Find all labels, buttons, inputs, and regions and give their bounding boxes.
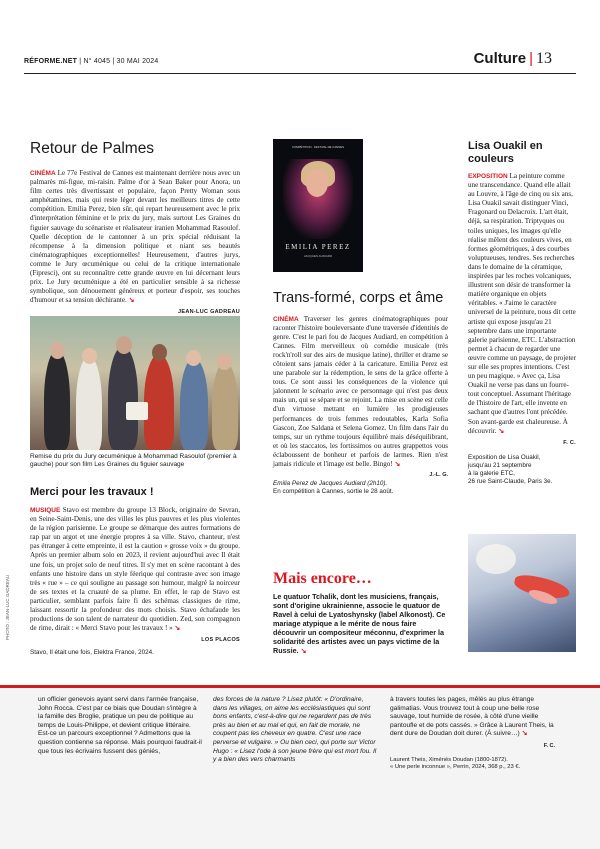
article-text: Le 77e Festival de Cannes est maintenant derrière nous avec un palmarès mi-figue, mi-raisin. Palme d'or à Sean Baker pour Anora, un film certes très divertissant et populaire, façon Pretty Woman sous amphétamines, mais qui reste léger devant les meilleurs titres de cette compétition. Emilia Perez, bien sûr, qui repart heureusement avec le prix d'interprétation féminine et le prix du jury, mais surtout Les Graines du figuier sauvage du scénariste et réalisateur iranien Mohammad Rasoulof. Quelle déception de le cantonner à un prix spécial réduisant la récompense à la dimension politique et niant ses beautés cinématographiques exceptionnelles! Heureusement, d'autres jurys, comme le Jury œcuménique ou celui de la critique internationale (Fipresci), ont su reconnaître cette grande œuvre en lui décernant leurs prix. Le Jury œcuménique a été en particulier sensible à sa richesse symbolique, son dénouement généreux et porteur d'espoir, ses touches d'humour et sa tension déchirante. [30, 169, 240, 305]
issue-rest: | N° 4045 | 30 MAI 2024 [77, 58, 159, 65]
issue-site: RÉFORME.NET [24, 58, 78, 65]
bottom-column-2-text: des forces de la nature ? Lisez plutôt: « D'ordinaire, dans les villages, on aime les ecclésiastiques qui sont bons enfants, c'est-à-dire qui ne regardent pas de très près au bien et au mal et qui, en fait de morale, ne coupent pas les cheveux en quatre. C'est une race perverse et vulgaire. » Ou bien ceci, qui porte sur Victor Hugo : « Lisez l'ode à son jeune frère qui est mort fou. Il y a bien des vers charmants [213, 696, 377, 764]
page-header [24, 52, 576, 74]
article-body [30, 169, 240, 305]
mais-encore-title: Mais encore… [273, 570, 372, 587]
expo-line: Exposition de Lisa Ouakil, [468, 453, 541, 461]
section-divider: | [529, 50, 533, 67]
film-release: En compétition à Cannes, sortie le 28 août. [273, 488, 394, 496]
article-kicker: CINÉMA [30, 170, 56, 177]
article-signature: J.-L. G. [429, 472, 448, 479]
end-mark-icon: ↘ [174, 625, 181, 633]
article-signature: JEAN-LUC GADREAU [178, 309, 240, 316]
end-mark-icon: ↘ [300, 648, 307, 655]
photo-credit: PHOTO : JEAN-LUC GADREAU [5, 574, 10, 640]
mais-encore-text [273, 592, 448, 656]
award-ceremony-photo [30, 316, 240, 450]
article-text: Traverser les genres cinématographiques pour raconter l'histoire bouleversante d'une traversée d'identités de genre. C'est le pari fou de Jacques Audiard, en compétition à Cannes. Film merveilleux où comédie musicale (très rock'n'roll sur des airs de musique latine), thriller et drame se côtoient sans jamais céder à la caricature. Emilia Perez est une parabole sur la rédemption, le sens de la grâce offerte à tous. Ce sont aussi les conséquences de la violence qui jalonnent le scénario avec ce personnage qui n'est pas deux mais un, qui se sépare et se rejoint. La mise en scène est celle d'un virtuose mettant en lumière les prodigieuses performances de trois femmes redoutables, Karla Sofia Gascon, Zoe Saldana et Selena Gomez. Un film dans l'air du temps, sur un rythme toujours équilibré mais déséquilibrant, et où les staccatos, les fortissimos ou autres grappettos vous éclaboussent de bonheur et parfois de larmes. Rien n'est jamais ridicule et l'image est belle. Bingo! [273, 314, 448, 468]
expo-line: à la galerie ETC, [468, 470, 515, 478]
album-reference: Stavo, Il était une fois, Elektra France, 2024. [30, 649, 154, 657]
article-text: La peinture comme une transcendance. Quand elle allait au Louvre, à l'âge de cinq ou six ans, Lisa Ouakil savait distinguer Vinci, Fragonard ou Delacroix. L'art était, déjà, sa respiration. Triptyques ou toiles uniques, les images qu'elle réalise mêlent des couleurs vives, en formes géométriques, à des courbes voluptueuses, tendres. Ses recherches dans le domaine de la céramique, inspirées par les roches volcaniques, illustrent son désir de transformer la matière organique en objets véritables. « J'aime le caractère universel de la peinture, nous dit cette artiste qui expose jusqu'au 21 septembre dans une importante galerie parisienne, ETC. L'abstraction permet à chacun de regarder une œuvre comme un paysage, de projeter sur elle ses propres intentions. C'est un peu magique. » Avec ça, Lisa Ouakil ne verse pas dans un fourre-tout conceptuel. Assumant l'héritage de l'histoire de l'art, elle invente en sachant que d'autres l'ont précédée. Son avant-garde est chaleureuse. À découvrir. [468, 172, 576, 435]
end-mark-icon: ↘ [521, 730, 528, 738]
bottom-signature: F. C. [543, 742, 555, 749]
doudan-continued-band [0, 685, 600, 849]
section-heading [474, 50, 552, 68]
article-lisa-ouakil [468, 140, 576, 487]
mais-encore-box [273, 570, 448, 656]
article-body [468, 172, 576, 436]
bottom-column-3-text: à travers toutes les pages, mêlés au plus étrange galimatias. Vous trouvez tout à coup une belle rose sauvage, tout humide de rosée, à côté d'une vieille pantoufle et de pots cassés. » Grâce à Laurent Theis, la dent dure de Doudan doit durer. (À suivre…) [390, 696, 554, 738]
lisa-ouakil-painting [468, 534, 576, 652]
book-line: « Une perle inconnue », Perrin, 2024, 368 p., 23 €. [390, 763, 521, 770]
article-text: Stavo est membre du groupe 13 Block, originaire de Sevran, en Seine-Saint-Denis, une des villes les plus pauvres et les plus violentes de la région parisienne. Le groupe se démarque des autres formations de rap par un argot et une énergie propres à sa ville. Stavo, chanteur, n'est pas étranger à cette empreinte, il est la caution « grosse voix » du groupe. Après un premier album solo en 2023, il revient aujourd'hui avec Il était une fois, un projet solo de neuf titres. Il s'y met en scène racontant à des enfants une histoire dans un style féerique qui contraste avec son image très « rue » – ce qui souligne au passage son humour, malgré la noirceur de ses textes et la cruauté de sa plume. En effet, le rap de Stavo est particulier, semblant parfois faire fi des schémas classiques de rime, laissant ressortir la profondeur des mots choisis. Stavo échafaude les productions de son talent de narrateur du quotidien. Zed, son compagnon de rime, dirait : « Merci Stavo pour les travaux ! » [30, 506, 240, 633]
article-signature: LOS PLACOS [201, 637, 240, 644]
article-body [273, 315, 448, 470]
article-kicker: MUSIQUE [30, 507, 61, 514]
article-signature: F. C. [563, 439, 576, 446]
poster-festival: COMPÉTITION · FESTIVAL DE CANNES [292, 145, 344, 149]
photo-caption: Remise du prix du Jury œcuménique à Mohammad Rasoulof (premier à gauche) pour son film Les Graines du figuier sauvage [30, 453, 237, 468]
film-reference [273, 480, 448, 496]
book-reference [390, 757, 555, 772]
bottom-column-2 [213, 696, 378, 765]
article-title: Retour de Palmes [30, 140, 155, 157]
section-name: Culture [473, 50, 527, 67]
page-number: 13 [536, 50, 552, 67]
expo-line: 26 rue Saint-Claude, Paris 3e. [468, 478, 553, 486]
end-mark-icon: ↘ [394, 461, 401, 468]
article-retour-de-palmes [30, 140, 240, 315]
article-trans-forme [273, 290, 448, 496]
article-title: Merci pour les travaux ! [30, 486, 154, 498]
film-title: Emilia Perez de Jacques Audiard (2h10). [273, 480, 388, 488]
bottom-column-3 [390, 696, 555, 771]
end-mark-icon: ↘ [498, 427, 505, 435]
emilia-perez-poster [273, 139, 363, 272]
article-merci-pour-les-travaux [30, 486, 240, 656]
poster-director: JACQUES AUDIARD [303, 254, 333, 258]
article-body [30, 506, 240, 633]
issue-info [24, 58, 158, 65]
book-line: Laurent Theis, Ximénès Doudan (1800-1872). [390, 756, 508, 763]
article-kicker: CINÉMA [273, 315, 299, 323]
article-title: Trans-formé, corps et âme [273, 290, 444, 306]
end-mark-icon: ↘ [128, 297, 135, 305]
mais-encore-body: Le quatuor Tchalik, dont les musiciens, français, sont d'origine ukrainienne, associe le quatuor de Ravel à celui de Lyatoshynsky (label Alkonost). Ce mariage atypique a le mérite de nous faire découvrir un compositeur méconnu, d'exprimer la solidarité des artistes avec un pays victime de la Russie. [273, 592, 446, 655]
article-title: Lisa Ouakil en couleurs [468, 140, 543, 165]
poster-title: EMILIA PEREZ [285, 243, 351, 251]
article-kicker: EXPOSITION [468, 173, 508, 180]
exhibition-info [468, 454, 576, 487]
bottom-column-1: un officier genevois ayant servi dans l'armée française, John Rocca. C'est par ce biais que Doudan s'intègre à la famille des Broglie, pratique un peu de politique au temps de Louis-Philippe, et devient critique littéraire. Est-ce un parcours exceptionnel ? Admettons que la question contienne sa réponse. Mais pourquoi faudrait-il que tous les écrivains fussent des géniés, [38, 696, 202, 755]
expo-line: jusqu'au 21 septembre [468, 461, 532, 469]
